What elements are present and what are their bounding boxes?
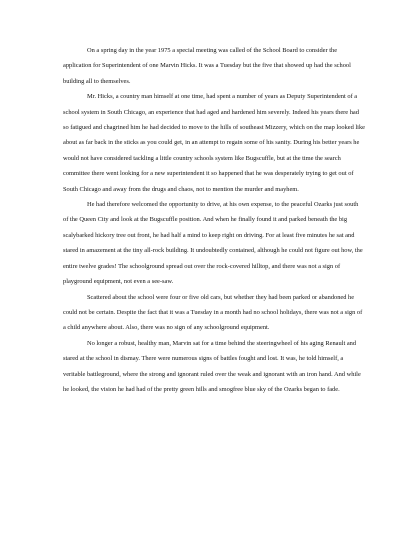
paragraph: On a spring day in the year 1975 a special meeting was called of the School Board to consider the application for Superintendent of one Marvin Hicks. It was a Tuesday but the five that showed up had the school building all to themselves.	[63, 47, 351, 85]
paragraph: Scattered about the school were four or five old cars, but whether they had been parked or abandoned he could not be certain. Despite the fact that it was a Tuesday in a month had no school holidays, there was not a sign of a child anywhere about. Also, there was no sign of any schoolground equipment.	[63, 293, 363, 332]
paragraph: No longer a robust, healthy man, Marvin sat for a time behind the steeringwheel of his aging Renault and stared at the school in dismay. There were numerous signs of battles fought and lost. It was, he told himself, a veritable battleground, where the strong and ignorant ruled over the weak and ignorant with an iron hand. And while he looked, the vision he had had of the pretty green hills and smogfree blue sky of the Ozarks began to fade.	[63, 339, 361, 393]
paragraph: Mr. Hicks, a country man himself at one time, had spent a number of years as Deputy Superintendent of a school system in South Chicago, an experience that had aged and hardened him severely. Indeed his years there had so fatigued and chagrined him he had decided to move to the hills of southeast Mizzery, which on the map looked like about as far back in the sticks as you could get, in an attempt to regain some of his sanity. During his better years he would not have considered tackling a little country schools system like Bugscuffle, but at the time the search committee there went looking for a new superintendent it so happened that he was desperately trying to get out of South Chicago and away from the drugs and chaos, not to mention the murder and mayhem.	[63, 93, 365, 193]
paragraph: He had therefore welcomed the opportunity to drive, at his own expense, to the peaceful Ozarks just south of the Queen City and look at the Bugscuffle position. And when he finally found it and parked beneath the big scalybarked hickory tree out front, he had half a mind to keep right on driving. For at least five minutes he sat and stared in amazement at the tiny all-rock building. It undoubtedly contained, although he could not figure out how, the entire twelve grades! The schoolground spread out over the rock-covered hilltop, and there was not a sign of playground equipment, not even a see-saw.	[63, 201, 363, 286]
body-text	[63, 43, 365, 397]
